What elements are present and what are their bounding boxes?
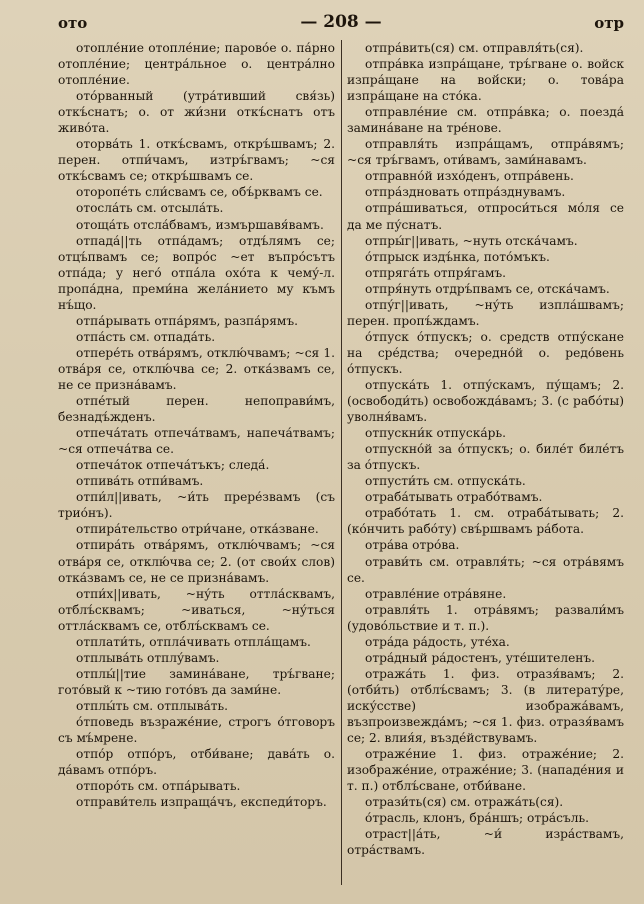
dictionary-entry: отправно́й изхо́денъ, отпра́вень.	[365, 169, 574, 184]
dictionary-entry: отпускни́к отпуска́рь.	[365, 426, 506, 441]
dictionary-entry: отпада́||ть отпа́дамъ; отдъ́лямъ се; отцъ́пвамъ се; вопро́с ~ет въпро́сътъ отпа́да; у него́ отпа́ла охо́та к чему́-л. пропа́дна, преми́на жела́нието му къмъ нъ́що.	[58, 233, 335, 312]
dictionary-entry: отпускно́й за о́тпускъ; о. биле́т биле́тъ за о́тпускъ.	[347, 442, 624, 473]
left-column	[58, 40, 335, 885]
dictionary-entry: отравля́ть 1. отра́вямъ; развали́мъ (удово́льствие и т. п.).	[347, 602, 624, 633]
dictionary-entry: отправи́тель изпраща́чъ, експеди́торъ.	[76, 795, 327, 810]
dictionary-entry: отра́ва отро́ва.	[365, 538, 460, 553]
dictionary-entry: отпра́вить(ся) см. отправля́ть(ся).	[365, 41, 584, 55]
dictionary-entry: о́тпуск о́тпускъ; о. средств отпу́скане на сре́дства; очередно́й о. редо́вень о́тпускъ.	[347, 329, 624, 376]
dictionary-entry: отправля́ть изпра́щамъ, отпра́вямъ; ~ся тръ́гвамъ, оти́вамъ, зами́навамъ.	[347, 137, 624, 168]
dictionary-entry: отпа́сть см. отпада́ть.	[76, 329, 216, 344]
dictionary-entry: отпуска́ть 1. отпу́скамъ, пу́щамъ; 2. (освободи́ть) освобожда́вамъ; 3. (с рабо́ты) уволня́вамъ.	[347, 377, 624, 425]
dictionary-entry: оторопе́ть сли́свамъ се, объ́рквамъ се.	[76, 185, 323, 200]
dictionary-entry: отпеча́ток отпеча́тъкъ; следа́.	[76, 458, 270, 473]
dictionary-entry: отпря́нуть отдръ́пвамъ се, отска́чамъ.	[365, 281, 610, 296]
dictionary-entry: отпряга́ть отпря́гамъ.	[365, 265, 507, 280]
dictionary-entry: отпра́здновать отпра́зднувамъ.	[365, 185, 566, 200]
dictionary-entry: отплы́||тие замина́ване, тръ́гване; гото́вый к ~тию гото́въ да зами́не.	[58, 666, 335, 697]
dictionary-entry: отрабо́тать 1. см. отраба́тывать; 2. (ко́нчить рабо́ту) свъ́ршвамъ ра́бота.	[347, 506, 624, 537]
dictionary-entry: отосла́ть см. отсыла́ть.	[76, 201, 224, 216]
dictionary-entry: отрази́ть(ся) см. отража́ть(ся).	[365, 795, 564, 810]
dictionary-entry: отпи́л||ивать, ~и́ть прере́звамъ (съ трио́нъ).	[58, 490, 335, 521]
dictionary-entry: ото́рванный (утра́тивший свя́зь) откъ́снатъ; о. от жи́зни откъ́снатъ отъ живо́та.	[58, 89, 335, 136]
dictionary-entry: отрави́ть см. отравля́ть; ~ся отра́вямъ се.	[347, 554, 624, 585]
dictionary-entry: отпры́г||ивать, ~нуть отска́чамъ.	[365, 233, 578, 248]
dictionary-entry: о́трасль, клонъ, бра́ншъ; отра́съль.	[365, 811, 589, 826]
column-divider	[341, 40, 342, 885]
dictionary-columns	[58, 40, 624, 890]
dictionary-entry: отпра́шиваться, отпроси́ться мо́ля се да ме пу́снатъ.	[347, 201, 624, 232]
dictionary-entry: отпа́рывать отпа́рямъ, разпа́рямъ.	[76, 313, 298, 328]
dictionary-entry: отпе́тый перен. непоправи́мъ, безнадъ́жденъ.	[58, 394, 335, 425]
dictionary-entry: отпира́тельство отри́чане, отка́зване.	[76, 522, 319, 537]
dictionary-entry: отпи́х||ивать, ~ну́ть оттла́сквамъ, отблъ́сквамъ; ~иваться, ~ну́ться оттла́сквамъ се, отблъ́сквамъ се.	[58, 586, 335, 633]
right-column	[347, 40, 624, 885]
dictionary-entry: о́тповедь възраже́ние, строгъ о́тговоръ съ мъ́мрене.	[58, 714, 335, 746]
dictionary-entry: оторва́ть 1. откъ́свамъ, откръ́швамъ; 2. перен. отпи́чамъ, изтръ́гвамъ; ~ся откъ́свамъ се; откръ́швамъ се.	[58, 137, 335, 184]
dictionary-entry: отравле́ние отра́вяне.	[365, 586, 507, 601]
dictionary-entry: отпоро́ть см. отпа́рывать.	[76, 779, 241, 794]
page-number: — 208 —	[300, 12, 382, 32]
dictionary-entry: отпусти́ть см. отпуска́ть.	[365, 474, 526, 489]
dictionary-entry: отра́дный ра́достенъ, уте́шителенъ.	[365, 650, 596, 665]
dictionary-entry: отра́да ра́дость, уте́ха.	[365, 634, 510, 649]
dictionary-entry: отплати́ть, отпла́чивать отпла́щамъ.	[76, 634, 311, 649]
dictionary-entry: отопле́ние отопле́ние; парово́е о. па́рно отопле́ние; центра́льное о. центра́лно отопле́ние.	[58, 41, 335, 88]
dictionary-entry: отпира́ть отва́рямъ, отклю́чвамъ; ~ся отва́ря се, отклю́чва се; 2. (от свои́х слов) отка́звамъ се, не се призна́вамъ.	[58, 538, 335, 585]
dictionary-entry: отпива́ть отпи́вамъ.	[76, 474, 204, 489]
page-header	[58, 10, 624, 36]
dictionary-entry: отпере́ть отва́рямъ, отклю́чвамъ; ~ся 1. отва́ря се, отклю́чва се; 2. отка́звамъ се, не се призна́вамъ.	[58, 345, 335, 392]
dictionary-entry: отплыва́ть отплу́вамъ.	[76, 650, 220, 665]
dictionary-entry: отраба́тывать отрабо́твамъ.	[365, 490, 543, 505]
dictionary-entry: отраже́ние 1. физ. отраже́ние; 2. изображе́ние, отраже́ние; 3. (нападе́ния и т. п.) отблъ́сване, отби́ване.	[347, 747, 624, 794]
dictionary-entry: отпу́г||ивать, ~ну́ть изпла́швамъ; перен. пропъ́ждамъ.	[347, 297, 624, 328]
dictionary-entry: отпеча́тать отпеча́твамъ, напеча́твамъ; ~ся отпеча́тва се.	[58, 426, 335, 457]
dictionary-entry: отража́ть 1. физ. отразя́вамъ; 2. (отби́ть) отблъ́свамъ; 3. (в литерату́ре, иску́сстве) изобража́вамъ, възпроизвежда́мъ; ~ся 1. физ. отразя́вамъ се; 2. влия́я, възде́йствувамъ.	[347, 666, 624, 746]
dictionary-entry: отоща́ть отсла́бвамъ, измършавя́вамъ.	[76, 217, 324, 232]
dictionary-entry: отпо́р отпо́ръ, отби́ване; дава́ть о. да́вамъ отпо́ръ.	[58, 747, 335, 778]
left-guide-word: ото	[58, 14, 88, 32]
dictionary-entry: отраст||а́ть, ~и́ изра́ствамъ, отра́ствамъ.	[347, 827, 624, 858]
dictionary-entry: отпра́вка изпра́щане, тръ́гване о. войск изпра́щане на вой́ски; о. това́ра изпра́щане на сто́ка.	[347, 57, 624, 104]
dictionary-entry: о́тпрыск издъ́нка, пото́мъкъ.	[365, 249, 550, 264]
dictionary-entry: отправле́ние см. отпра́вка; о. поезда́ замина́ване на тре́нове.	[347, 105, 624, 136]
right-guide-word: отр	[594, 14, 624, 32]
dictionary-entry: отплы́ть см. отплыва́ть.	[76, 698, 228, 713]
